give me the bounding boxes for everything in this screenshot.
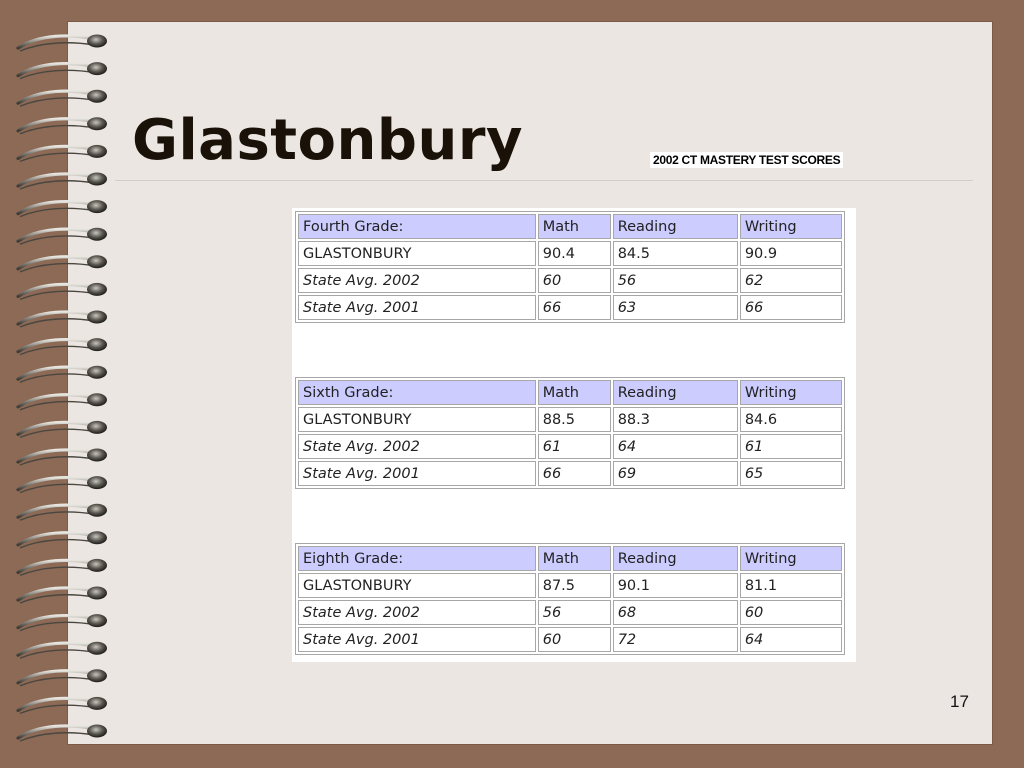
table-row bbox=[298, 627, 842, 652]
table-cell: 61 bbox=[740, 434, 842, 459]
table-cell: 90.9 bbox=[740, 241, 842, 266]
fourth-grade-table bbox=[295, 211, 845, 323]
table-cell: 56 bbox=[538, 600, 611, 625]
binding-ring-icon bbox=[18, 725, 107, 742]
header-cell: Math bbox=[538, 546, 611, 571]
scores-panel bbox=[292, 208, 856, 662]
table-cell: 87.5 bbox=[538, 573, 611, 598]
header-cell: Math bbox=[538, 214, 611, 239]
table-cell: 63 bbox=[613, 295, 738, 320]
table-cell: 90.4 bbox=[538, 241, 611, 266]
header-cell: Writing bbox=[740, 380, 842, 405]
binding-ring-icon bbox=[18, 559, 107, 576]
table-cell: 64 bbox=[613, 434, 738, 459]
table-cell: GLASTONBURY bbox=[298, 241, 536, 266]
table-cell: 64 bbox=[740, 627, 842, 652]
binding-ring-icon bbox=[18, 476, 107, 493]
table-row bbox=[298, 241, 842, 266]
binding-ring-icon bbox=[18, 90, 107, 107]
title-divider bbox=[115, 180, 973, 181]
table-header-row bbox=[298, 214, 842, 239]
header-cell: Writing bbox=[740, 214, 842, 239]
table-cell: GLASTONBURY bbox=[298, 573, 536, 598]
binding-ring-icon bbox=[18, 669, 107, 686]
binding-ring-icon bbox=[18, 697, 107, 714]
page-title: Glastonbury bbox=[132, 108, 523, 173]
binding-ring-icon bbox=[18, 173, 107, 190]
table-cell: 65 bbox=[740, 461, 842, 486]
binding-ring-icon bbox=[18, 62, 107, 79]
binding-ring-icon bbox=[18, 531, 107, 548]
page-number: 17 bbox=[950, 692, 969, 711]
binding-ring-icon bbox=[18, 117, 107, 134]
table-cell: GLASTONBURY bbox=[298, 407, 536, 432]
binding-ring-icon bbox=[18, 200, 107, 217]
table-row bbox=[298, 573, 842, 598]
table-cell: 66 bbox=[538, 295, 611, 320]
binding-ring-icon bbox=[18, 642, 107, 659]
table-cell: State Avg. 2001 bbox=[298, 627, 536, 652]
table-cell: 61 bbox=[538, 434, 611, 459]
table-cell: 84.5 bbox=[613, 241, 738, 266]
table-cell: State Avg. 2001 bbox=[298, 295, 536, 320]
table-cell: State Avg. 2002 bbox=[298, 600, 536, 625]
table-cell: 56 bbox=[613, 268, 738, 293]
table-cell: 68 bbox=[613, 600, 738, 625]
binding-ring-icon bbox=[18, 311, 107, 328]
binding-ring-icon bbox=[18, 255, 107, 272]
eighth-grade-table bbox=[295, 543, 845, 655]
header-cell: Math bbox=[538, 380, 611, 405]
binding-ring-icon bbox=[18, 614, 107, 631]
binding-ring-icon bbox=[18, 587, 107, 604]
table-row bbox=[298, 407, 842, 432]
table-header-row bbox=[298, 546, 842, 571]
spiral-binding-icon bbox=[0, 0, 135, 768]
table-cell: State Avg. 2001 bbox=[298, 461, 536, 486]
binding-ring-icon bbox=[18, 449, 107, 466]
binding-ring-icon bbox=[18, 283, 107, 300]
table-row bbox=[298, 461, 842, 486]
table-cell: 72 bbox=[613, 627, 738, 652]
table-cell: 60 bbox=[740, 600, 842, 625]
sixth-grade-table bbox=[295, 377, 845, 489]
scores-subtitle: 2002 CT MASTERY TEST SCORES bbox=[650, 152, 843, 168]
header-cell: Sixth Grade: bbox=[298, 380, 536, 405]
header-cell: Reading bbox=[613, 214, 738, 239]
table-cell: 66 bbox=[740, 295, 842, 320]
binding-ring-icon bbox=[18, 393, 107, 410]
table-cell: State Avg. 2002 bbox=[298, 434, 536, 459]
header-cell: Fourth Grade: bbox=[298, 214, 536, 239]
table-row bbox=[298, 268, 842, 293]
table-header-row bbox=[298, 380, 842, 405]
binding-ring-icon bbox=[18, 35, 107, 52]
binding-ring-icon bbox=[18, 366, 107, 383]
binding-ring-icon bbox=[18, 504, 107, 521]
header-cell: Reading bbox=[613, 546, 738, 571]
table-cell: 66 bbox=[538, 461, 611, 486]
table-row bbox=[298, 434, 842, 459]
table-cell: 81.1 bbox=[740, 573, 842, 598]
table-cell: 84.6 bbox=[740, 407, 842, 432]
table-row bbox=[298, 600, 842, 625]
table-cell: 88.3 bbox=[613, 407, 738, 432]
table-cell: 90.1 bbox=[613, 573, 738, 598]
header-cell: Reading bbox=[613, 380, 738, 405]
header-cell: Writing bbox=[740, 546, 842, 571]
header-cell: Eighth Grade: bbox=[298, 546, 536, 571]
table-cell: 60 bbox=[538, 268, 611, 293]
table-cell: 69 bbox=[613, 461, 738, 486]
binding-ring-icon bbox=[18, 145, 107, 162]
binding-ring-icon bbox=[18, 421, 107, 438]
table-cell: State Avg. 2002 bbox=[298, 268, 536, 293]
binding-ring-icon bbox=[18, 228, 107, 245]
table-cell: 88.5 bbox=[538, 407, 611, 432]
table-cell: 60 bbox=[538, 627, 611, 652]
binding-ring-icon bbox=[18, 338, 107, 355]
table-cell: 62 bbox=[740, 268, 842, 293]
table-row bbox=[298, 295, 842, 320]
